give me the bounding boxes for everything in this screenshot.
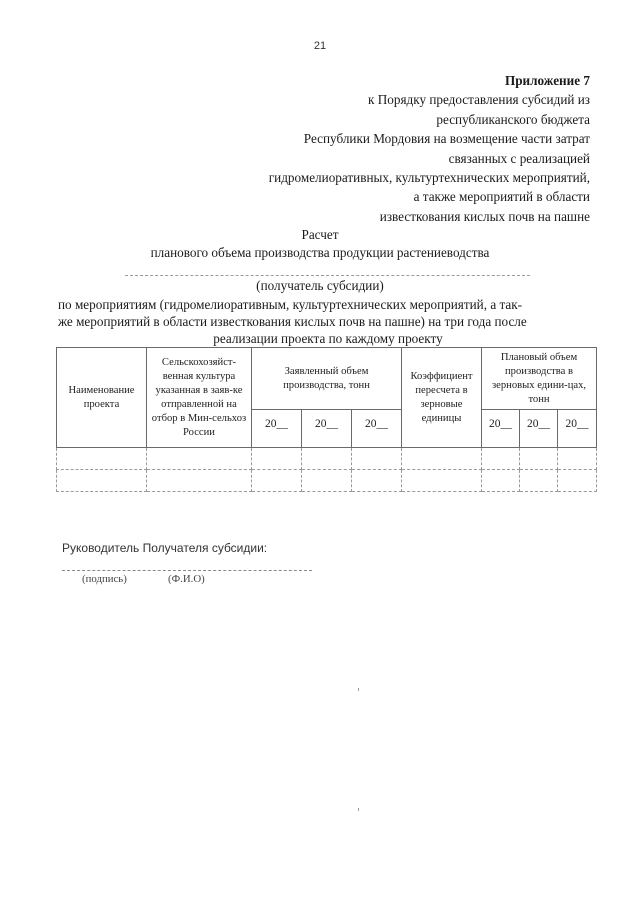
declared-year-1: 20__: [252, 410, 302, 448]
header-declared-volume: Заявленный объем производства, тонн: [252, 348, 402, 410]
header-crop: Сельскохозяйст-венная культура указанная в заяв-ке отправленной на отбор в Мин-сельхоз России: [147, 348, 252, 448]
table-cell: [520, 470, 558, 492]
planned-year-2: 20__: [520, 410, 558, 448]
signature-label: Руководитель Получателя субсидии:: [62, 541, 268, 555]
document-subtitle: планового объема производства продукции растениеводства: [150, 245, 490, 260]
planned-year-1: 20__: [482, 410, 520, 448]
description-line: реализации проекта по каждому проекту: [213, 331, 443, 346]
appendix-line: известкования кислых почв на пашне: [379, 208, 590, 224]
page-number: 21: [313, 40, 327, 52]
declared-year-2: 20__: [302, 410, 352, 448]
table-cell: [302, 470, 352, 492]
document-title: Расчет: [301, 227, 339, 242]
calculation-table: [56, 347, 597, 492]
table-cell: [402, 448, 482, 470]
appendix-block: [269, 71, 590, 226]
scan-speck: [358, 808, 359, 811]
recipient-fill-line: [125, 275, 530, 276]
signature-line: [62, 570, 312, 571]
header-planned-volume: Плановый объем производства в зерновых едини-цах, тонн: [482, 348, 597, 410]
table-cell: [520, 448, 558, 470]
recipient-caption: (получатель субсидии): [256, 278, 384, 293]
table-cell: [147, 470, 252, 492]
table-cell: [482, 448, 520, 470]
appendix-line: к Порядку предоставления субсидий из: [368, 92, 590, 108]
table-cell: [402, 470, 482, 492]
table-cell: [252, 448, 302, 470]
header-project-name: Наименование проекта: [57, 348, 147, 448]
table-row: [57, 448, 597, 470]
table-cell: [352, 448, 402, 470]
appendix-line: республиканского бюджета: [436, 111, 590, 127]
signature-caption: (подпись): [82, 573, 127, 585]
appendix-line: гидромелиоративных, культуртехнических мероприятий,: [268, 170, 590, 186]
table-cell: [147, 448, 252, 470]
appendix-line: связанных с реализацией: [448, 150, 590, 166]
table-cell: [558, 470, 597, 492]
table-row: [57, 470, 597, 492]
table-cell: [302, 448, 352, 470]
table-cell: [558, 448, 597, 470]
table-cell: [352, 470, 402, 492]
name-caption: (Ф.И.О): [168, 573, 205, 585]
appendix-line: Республики Мордовия на возмещение части затрат: [303, 131, 590, 147]
table-cell: [482, 470, 520, 492]
description-line: же мероприятий в области известкования кислых почв на пашне) на три года после: [58, 314, 527, 329]
description-line: по мероприятиям (гидромелиоративным, культуртехнических мероприятий, а так-: [58, 297, 523, 312]
appendix-line: а также мероприятий в области: [413, 189, 590, 205]
scan-speck: [358, 688, 359, 691]
table-cell: [57, 470, 147, 492]
description-paragraph: [58, 296, 598, 347]
table-cell: [57, 448, 147, 470]
header-coefficient: Коэффициент пересчета в зерновые единицы: [402, 348, 482, 448]
table-cell: [252, 470, 302, 492]
declared-year-3: 20__: [352, 410, 402, 448]
planned-year-3: 20__: [558, 410, 597, 448]
appendix-title: Приложение 7: [504, 73, 590, 88]
